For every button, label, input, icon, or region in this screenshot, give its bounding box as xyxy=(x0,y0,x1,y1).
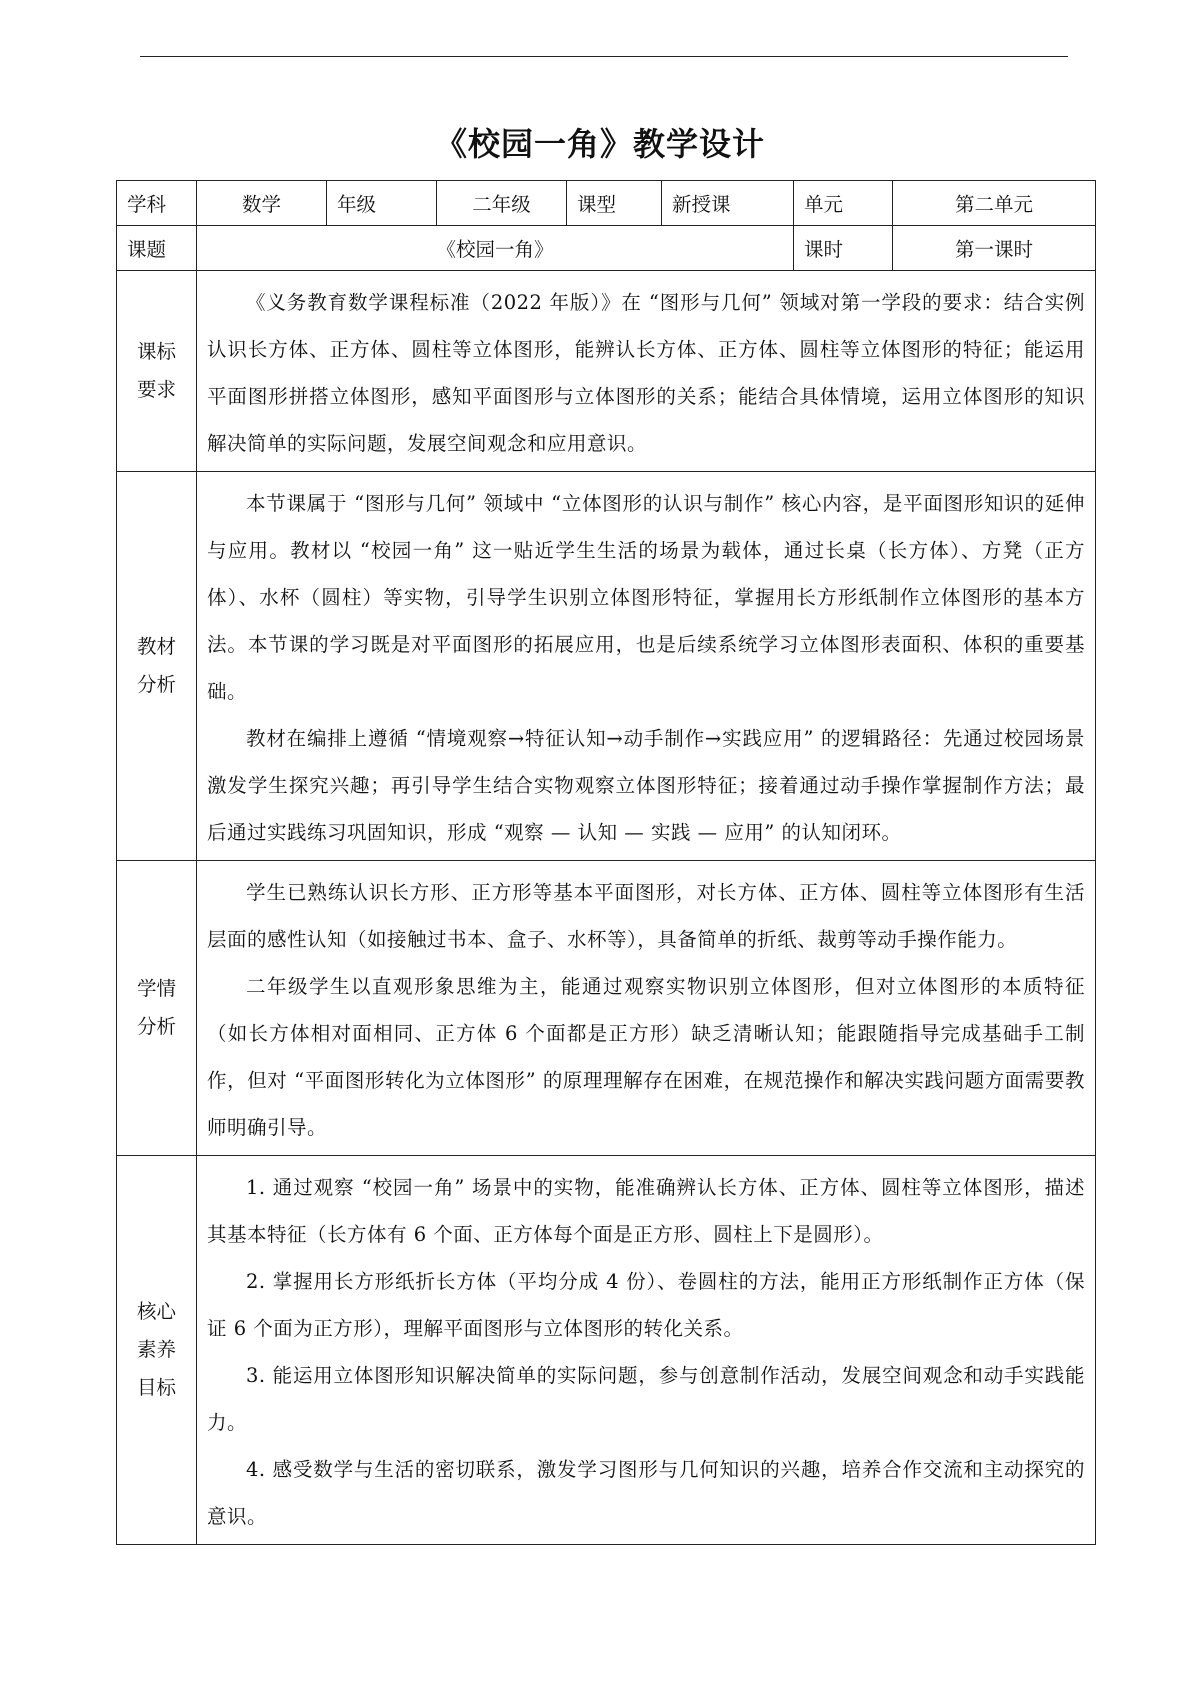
section-label xyxy=(117,861,197,1156)
section-paragraph: 二年级学生以直观形象思维为主，能通过观察实物识别立体图形，但对立体图形的本质特征（如长方体相对面相同、正方体 6 个面都是正方形）缺乏清晰认知；能跟随指导完成基础手工制作，但对 “平面图形转化为立体图形” 的原理理解存在困难，在规范操作和解决实践问题方面需要教师明确引导。 xyxy=(207,975,1085,1139)
section-label-line: 学情 xyxy=(136,977,176,1000)
section-label-line: 素养 xyxy=(136,1338,176,1361)
section-row-textbook-analysis xyxy=(117,472,1096,861)
lesson-plan-table xyxy=(116,180,1096,1545)
section-label-line: 目标 xyxy=(136,1376,176,1399)
section-paragraph: 《义务教育数学课程标准（2022 年版）》在 “图形与几何” 领域对第一学段的要求：结合实例认识长方体、正方体、圆柱等立体图形，能辨认长方体、正方体、圆柱等立体图形的特征；能运用平面图形拼搭立体图形，感知平面图形与立体图形的关系；能结合具体情境，运用立体图形的知识解决简单的实际问题，发展空间观念和应用意识。 xyxy=(207,291,1085,455)
period-value: 第一课时 xyxy=(893,226,1096,271)
section-paragraph: 3. 能运用立体图形知识解决简单的实际问题，参与创意制作活动，发展空间观念和动手实践能力。 xyxy=(207,1364,1085,1434)
section-paragraph: 2. 掌握用长方形纸折长方体（平均分成 4 份）、卷圆柱的方法，能用正方形纸制作正方体（保证 6 个面为正方形），理解平面图形与立体图形的转化关系。 xyxy=(207,1270,1085,1340)
section-content xyxy=(197,1156,1096,1545)
topic-label: 课题 xyxy=(117,226,197,271)
grade-value: 二年级 xyxy=(437,181,567,226)
section-content xyxy=(197,271,1096,472)
section-row-curriculum-standard xyxy=(117,271,1096,472)
lesson-type-value: 新授课 xyxy=(662,181,794,226)
section-label-line: 课标 xyxy=(136,340,176,363)
section-label xyxy=(117,271,197,472)
subject-value: 数学 xyxy=(197,181,327,226)
section-paragraph: 4. 感受数学与生活的密切联系，激发学习图形与几何知识的兴趣，培养合作交流和主动探究的意识。 xyxy=(207,1458,1085,1528)
section-paragraph: 教材在编排上遵循 “情境观察→特征认知→动手制作→实践应用” 的逻辑路径：先通过校园场景激发学生探究兴趣；再引导学生结合实物观察立体图形特征；接着通过动手操作掌握制作方法；最后通过实践练习巩固知识，形成 “观察 — 认知 — 实践 — 应用” 的认知闭环。 xyxy=(207,727,1085,844)
section-content xyxy=(197,861,1096,1156)
section-label-line: 教材 xyxy=(136,635,176,658)
header-rule xyxy=(140,56,1068,57)
info-row xyxy=(117,181,1096,226)
section-label xyxy=(117,1156,197,1545)
section-paragraph: 本节课属于 “图形与几何” 领域中 “立体图形的认识与制作” 核心内容，是平面图形知识的延伸与应用。教材以 “校园一角” 这一贴近学生生活的场景为载体，通过长桌（长方体）、方凳（正方体）、水杯（圆柱）等实物，引导学生识别立体图形特征，掌握用长方形纸制作立体图形的基本方法。本节课的学习既是对平面图形的拓展应用，也是后续系统学习立体图形表面积、体积的重要基础。 xyxy=(207,492,1085,703)
lesson-type-label: 课型 xyxy=(567,181,662,226)
section-row-core-literacy-goals xyxy=(117,1156,1096,1545)
section-label-line: 核心 xyxy=(136,1300,176,1323)
unit-label: 单元 xyxy=(794,181,893,226)
section-label-line: 分析 xyxy=(136,1015,176,1038)
section-label xyxy=(117,472,197,861)
period-label: 课时 xyxy=(794,226,893,271)
section-label-line: 分析 xyxy=(136,673,176,696)
topic-value: 《校园一角》 xyxy=(197,226,794,271)
section-paragraph: 1. 通过观察 “校园一角” 场景中的实物，能准确辨认长方体、正方体、圆柱等立体图形，描述其基本特征（长方体有 6 个面、正方体每个面是正方形、圆柱上下是圆形）。 xyxy=(207,1176,1085,1246)
section-row-student-analysis xyxy=(117,861,1096,1156)
unit-value: 第二单元 xyxy=(893,181,1096,226)
topic-row xyxy=(117,226,1096,271)
section-paragraph: 学生已熟练认识长方形、正方形等基本平面图形，对长方体、正方体、圆柱等立体图形有生活层面的感性认知（如接触过书本、盒子、水杯等），具备简单的折纸、裁剪等动手操作能力。 xyxy=(207,881,1085,951)
subject-label: 学科 xyxy=(117,181,197,226)
section-content xyxy=(197,472,1096,861)
document-title: 《校园一角》教学设计 xyxy=(434,125,765,163)
grade-label: 年级 xyxy=(327,181,437,226)
section-label-line: 要求 xyxy=(136,378,176,401)
